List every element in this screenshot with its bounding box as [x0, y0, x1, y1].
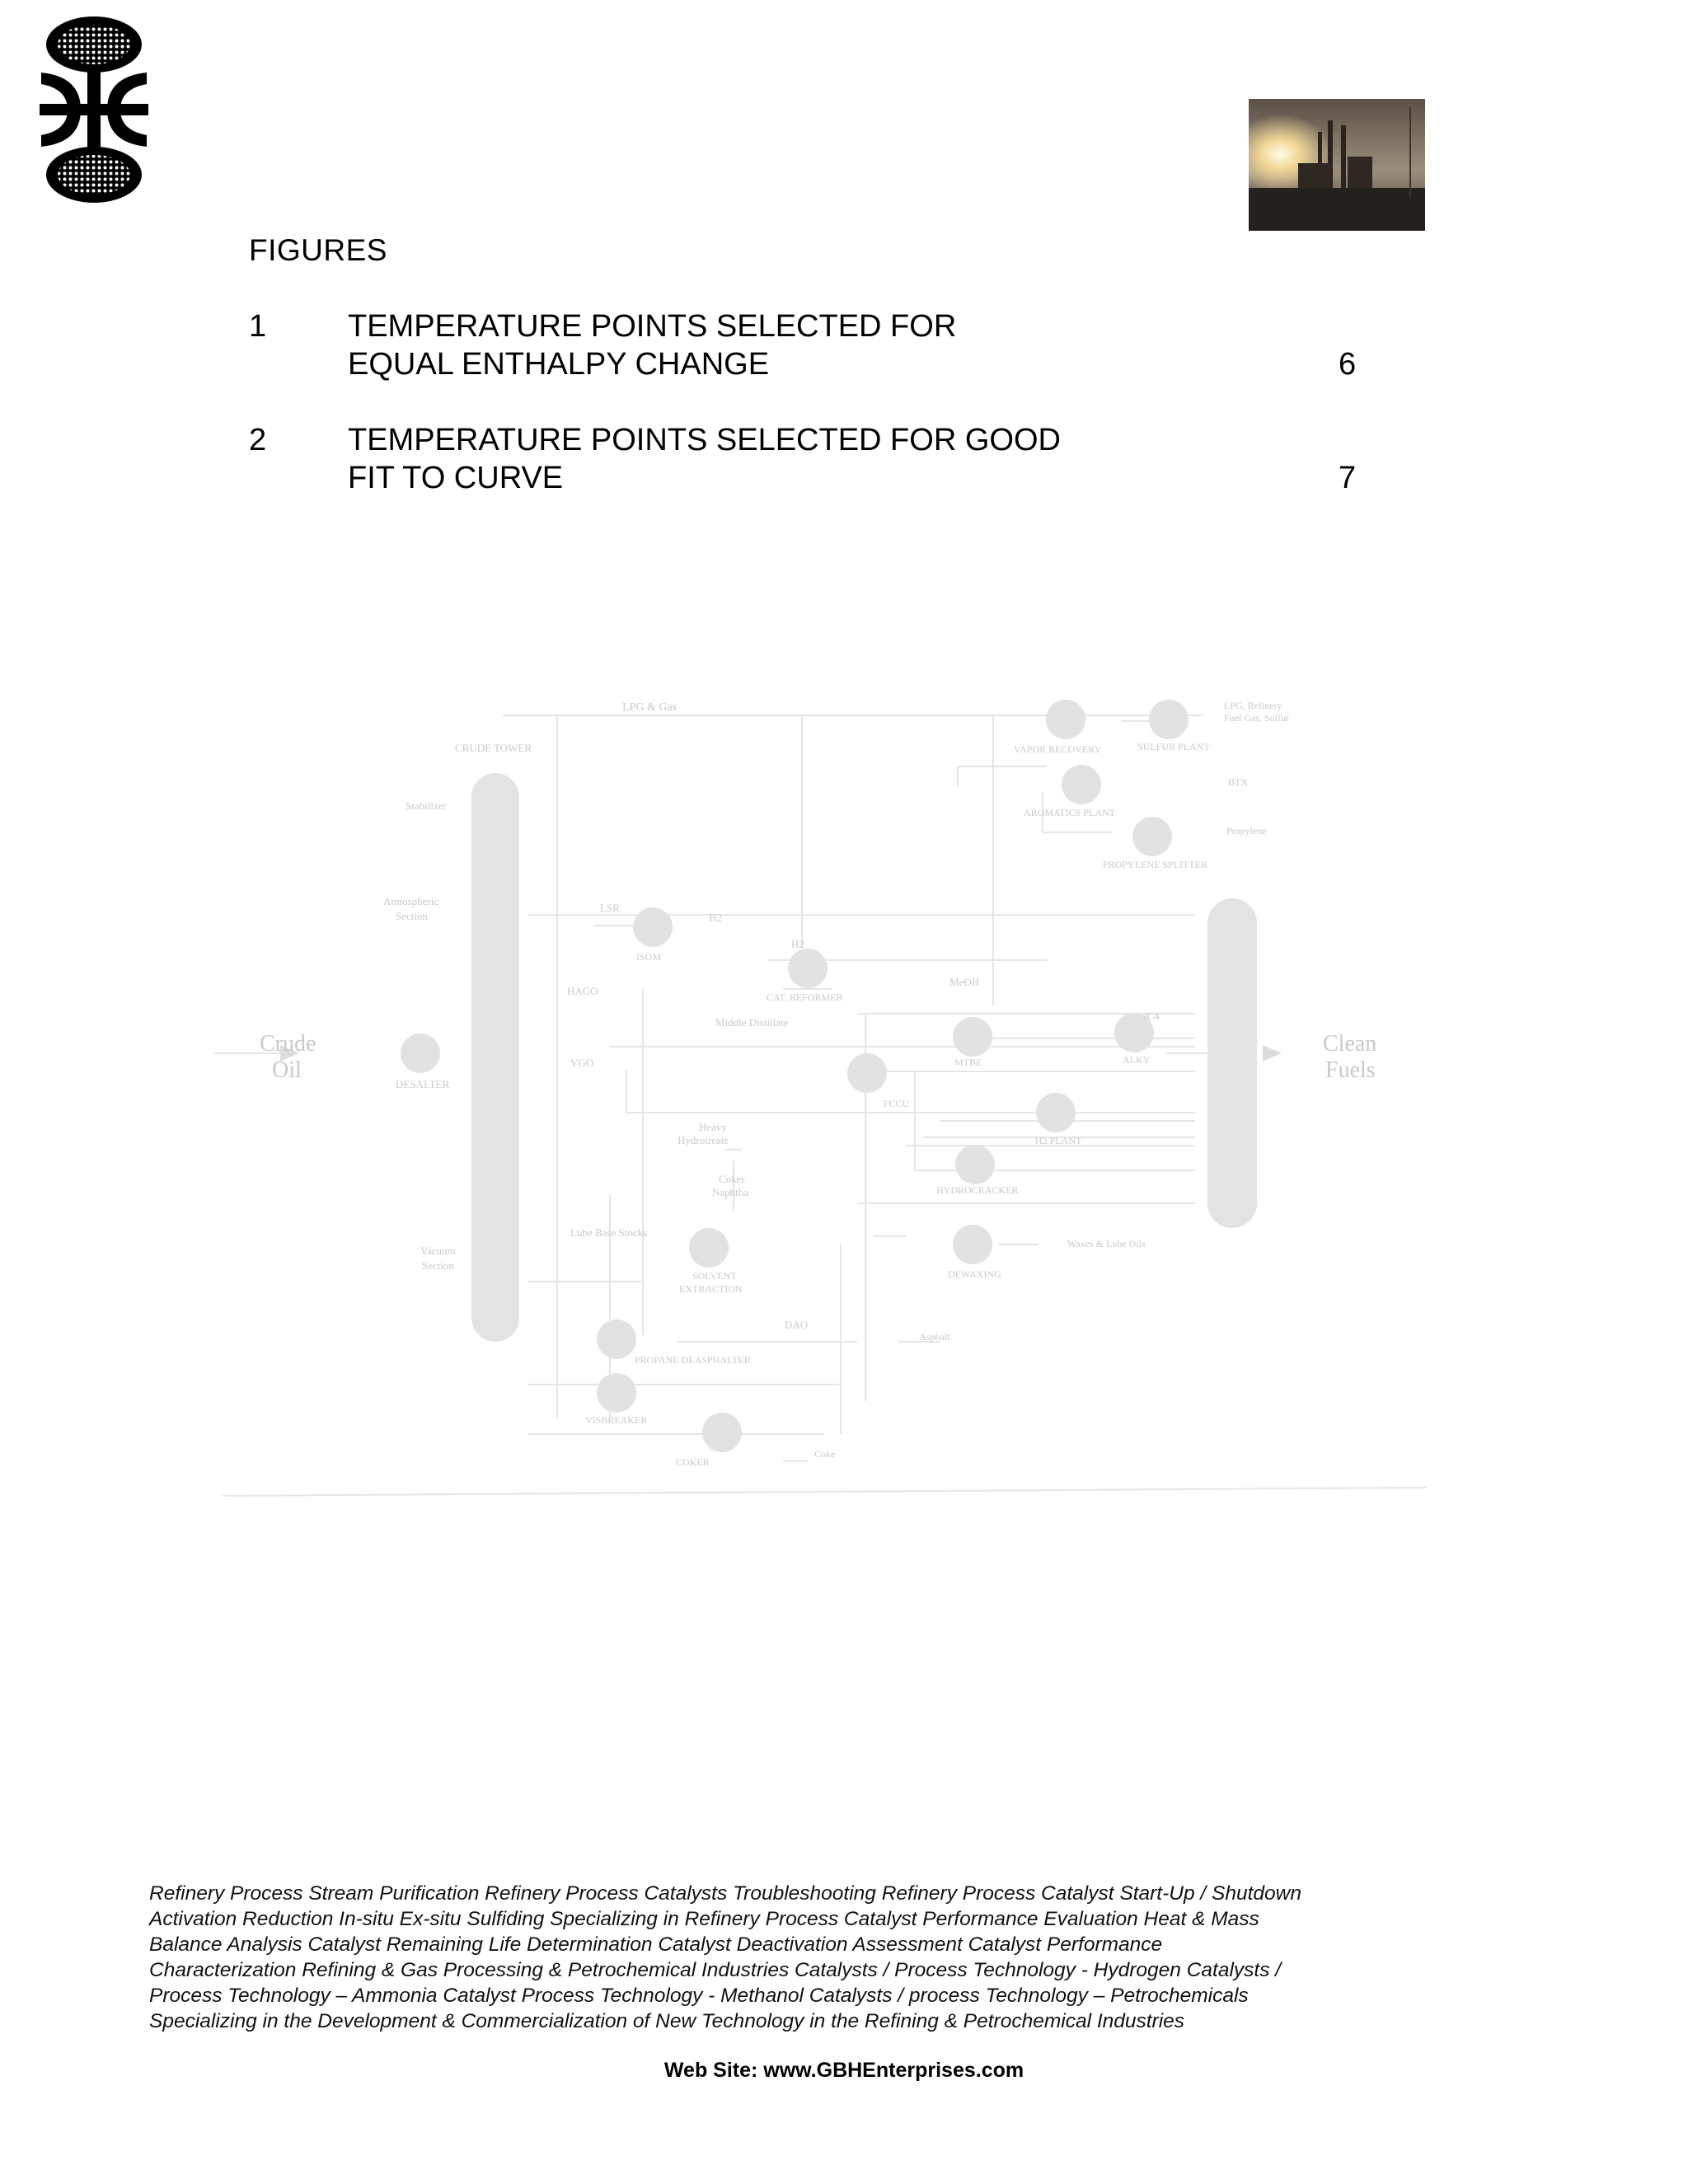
svg-text:EXTRACTION: EXTRACTION [679, 1283, 743, 1295]
svg-text:VGO: VGO [570, 1057, 594, 1069]
page-title: FIGURES [249, 233, 387, 267]
svg-text:CRUDE TOWER: CRUDE TOWER [455, 742, 532, 754]
svg-text:iC4: iC4 [1144, 1010, 1160, 1022]
svg-text:AROMATICS PLANT: AROMATICS PLANT [1024, 807, 1116, 818]
svg-text:DAO: DAO [785, 1319, 809, 1331]
svg-text:Middle Distillate: Middle Distillate [715, 1016, 789, 1029]
footer-description: Refinery Process Stream Purification Refinery Process Catalysts Troubleshooting Refinery Process Catalyst Start-Up / Shutdown Activation Reduction In-situ Ex-situ Sulfiding Specializing in Refinery Process Catalyst Performance Evaluation Heat & Mass Balance Analysis Catalyst Remaining Life Determination Catalyst Deactivation Assessment Catalyst Performance Characterization Refining & Gas Processing & Petrochemical Industries Catalysts / Process Technology - Hydrogen Catalysts / Process Technology – Ammonia Catalyst Process Technology - Methanol Catalysts / process Technology – Petrochemicals Specializing in the Development & Commercialization of New Technology in the Refining & Petrochemical Industries [149, 1882, 1301, 2032]
svg-text:PROPYLENE SPLITTER: PROPYLENE SPLITTER [1103, 859, 1208, 870]
toc-title: TEMPERATURE POINTS SELECTED FOR GOOD FIT TO CURVE [348, 423, 1061, 495]
svg-text:LSR: LSR [600, 902, 620, 914]
svg-text:Section: Section [422, 1259, 454, 1272]
svg-text:ALKY: ALKY [1123, 1054, 1151, 1066]
svg-text:Heavy: Heavy [699, 1121, 727, 1133]
svg-text:Propylene: Propylene [1226, 825, 1267, 837]
refinery-flow-diagram [260, 676, 1434, 1500]
svg-text:LPG & Gas: LPG & Gas [622, 701, 678, 714]
svg-text:VISBREAKER: VISBREAKER [585, 1414, 648, 1426]
gbh-logo-icon [33, 15, 155, 204]
svg-text:H2: H2 [791, 938, 804, 950]
svg-text:Section: Section [396, 910, 428, 922]
svg-text:Oil: Oil [272, 1057, 302, 1083]
svg-text:Lube Base Stocks: Lube Base Stocks [570, 1226, 648, 1239]
svg-text:COKER: COKER [676, 1456, 710, 1468]
svg-text:Waxes & Lube Oils: Waxes & Lube Oils [1067, 1238, 1146, 1249]
svg-text:LPG, Refinery: LPG, Refinery [1224, 700, 1282, 711]
svg-text:H2 PLANT: H2 PLANT [1035, 1135, 1082, 1146]
svg-text:Atmospheric: Atmospheric [383, 895, 439, 907]
svg-text:VAPOR RECOVERY: VAPOR RECOVERY [1014, 743, 1102, 755]
svg-text:PROPANE DEASPHALTER: PROPANE DEASPHALTER [635, 1354, 751, 1366]
svg-text:Asphalt: Asphalt [919, 1331, 950, 1343]
svg-text:HAGO: HAGO [567, 985, 598, 997]
svg-text:MeOH: MeOH [950, 976, 980, 988]
toc-number: 2 [249, 423, 267, 457]
clean-fuels-label: Clean [1323, 1031, 1377, 1057]
toc-page-number: 7 [1339, 461, 1357, 495]
svg-text:ISOM: ISOM [636, 951, 662, 963]
crude-oil-label: Crude [260, 1031, 316, 1057]
svg-text:CAT. REFORMER: CAT. REFORMER [767, 991, 843, 1003]
svg-text:Fuel Gas, Sulfur: Fuel Gas, Sulfur [1224, 712, 1289, 724]
svg-text:Vacuum: Vacuum [420, 1244, 456, 1257]
svg-text:Stabilizer: Stabilizer [406, 799, 447, 812]
svg-text:Fuels: Fuels [1325, 1057, 1376, 1083]
website-link[interactable]: Web Site: www.GBHEnterprises.com [663, 2059, 1025, 2082]
svg-text:Hydrotreate: Hydrotreate [678, 1134, 729, 1146]
svg-text:Coke: Coke [814, 1448, 836, 1460]
svg-text:DESALTER: DESALTER [396, 1078, 450, 1090]
svg-text:SULFUR PLANT: SULFUR PLANT [1137, 741, 1210, 752]
toc-title: TEMPERATURE POINTS SELECTED FOR EQUAL ENTHALPY CHANGE [348, 309, 957, 382]
svg-text:H2: H2 [709, 912, 722, 924]
svg-text:DEWAXING: DEWAXING [948, 1268, 1001, 1280]
svg-text:Naphtha: Naphtha [712, 1186, 749, 1198]
refinery-photo-icon [1249, 99, 1425, 231]
toc-number: 1 [249, 309, 267, 344]
svg-text:BTX: BTX [1228, 776, 1248, 788]
svg-text:HYDROCRACKER: HYDROCRACKER [936, 1184, 1019, 1196]
toc-page-number: 6 [1339, 347, 1357, 382]
svg-text:FCCU: FCCU [884, 1098, 910, 1109]
svg-text:MTBE: MTBE [954, 1057, 982, 1068]
svg-text:SOLVENT: SOLVENT [692, 1270, 737, 1282]
svg-text:Coker: Coker [719, 1173, 745, 1185]
